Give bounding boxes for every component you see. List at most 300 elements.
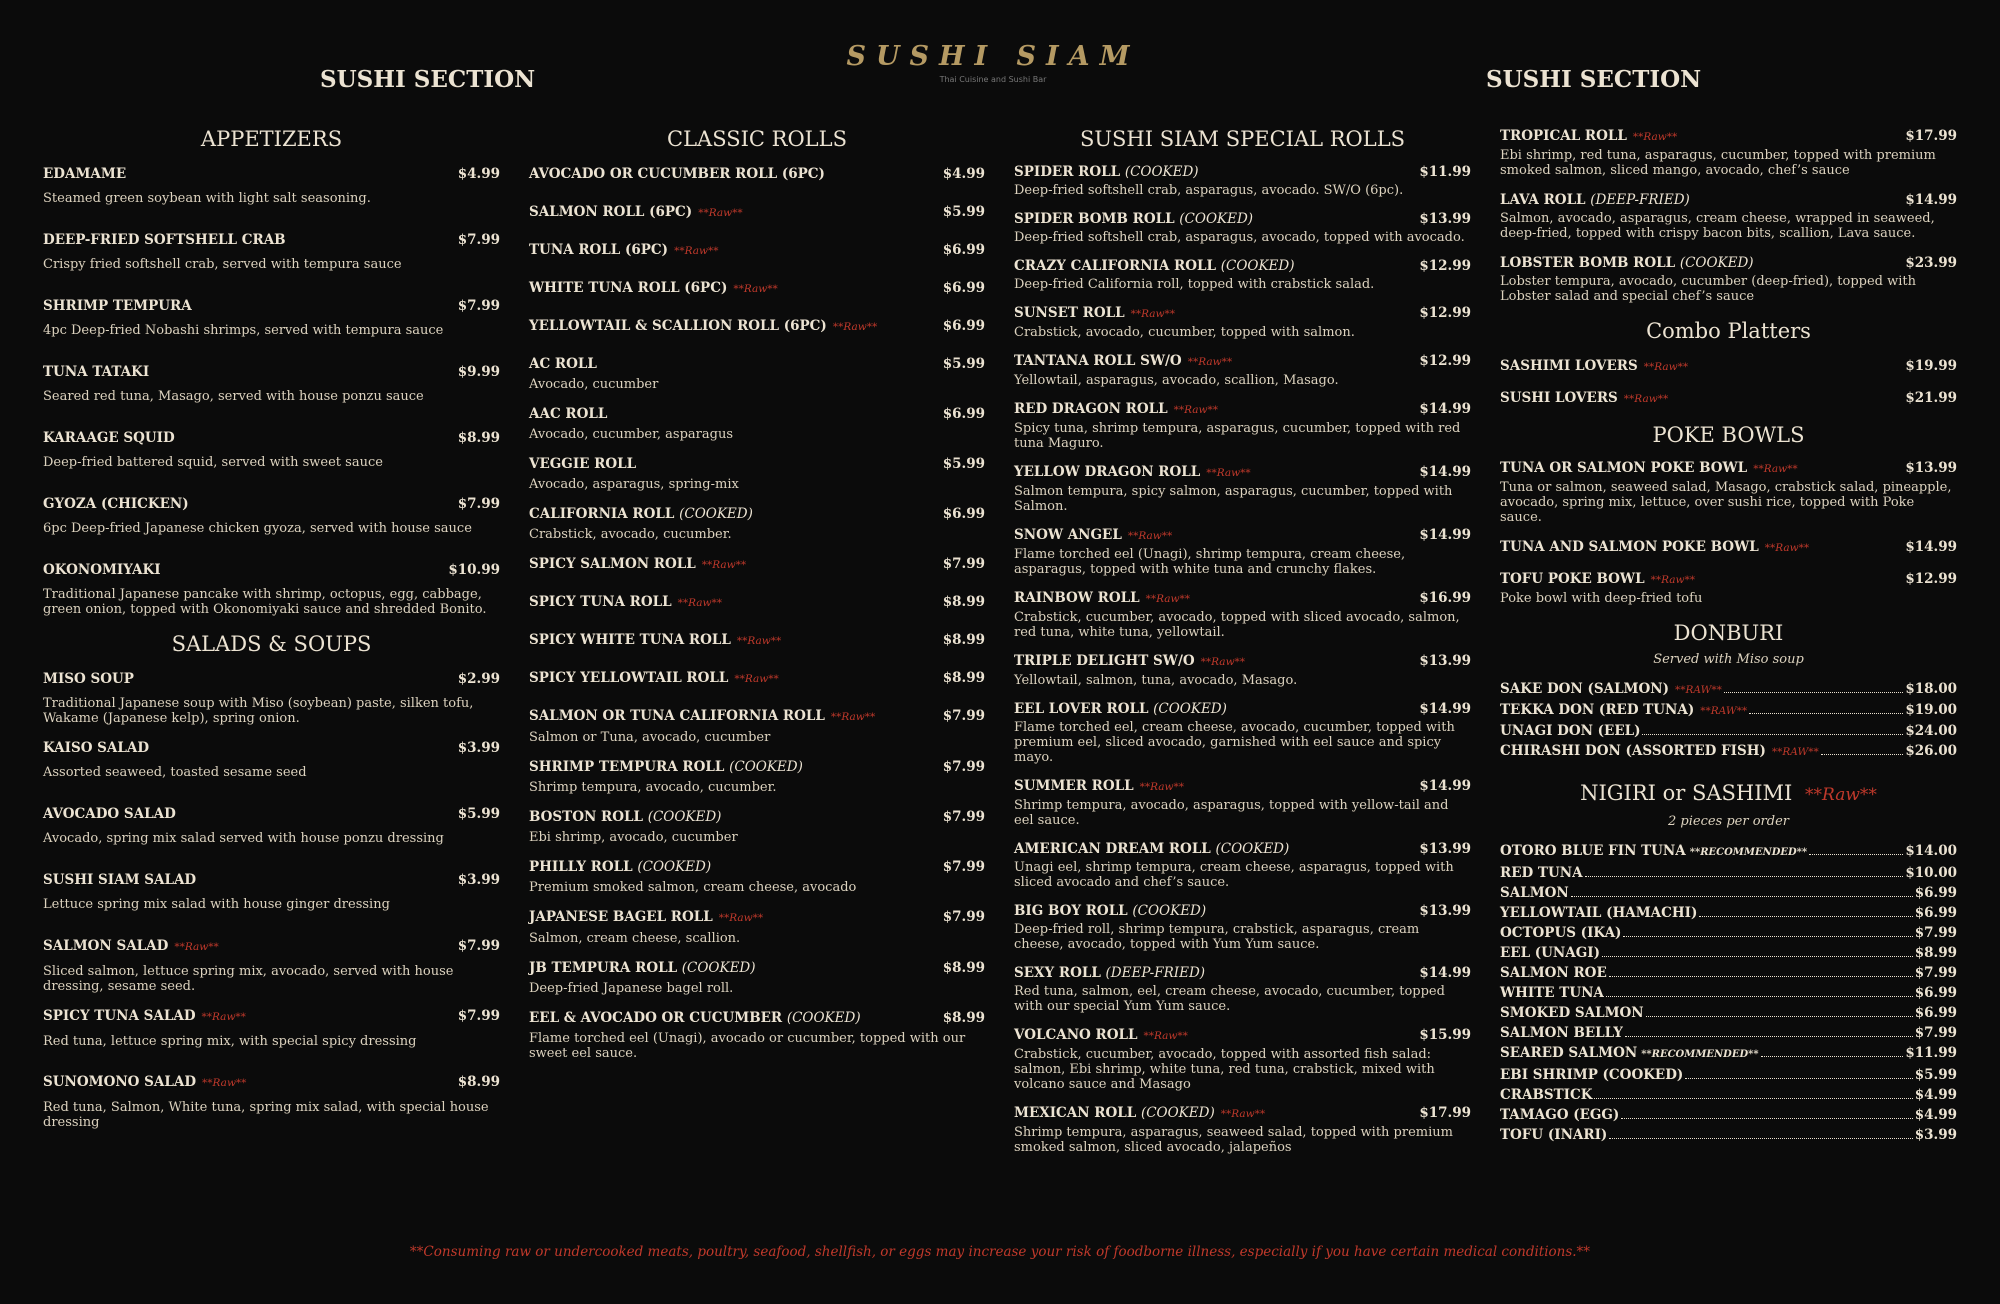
column-specials-combos bbox=[1500, 128, 1957, 1145]
menu-item-description: Red tuna, salmon, eel, cream cheese, avocado, cucumber, topped with our special Yum Yum sauce. bbox=[1014, 984, 1445, 1014]
menu-item-price: $12.99 bbox=[1905, 571, 1957, 587]
menu-item-price: $7.99 bbox=[942, 859, 985, 875]
raw-food-disclaimer: **Consuming raw or undercooked meats, poultry, seafood, shellfish, or eggs may increase your risk of foodborne illness, especially if you have certain medical conditions.** bbox=[409, 1244, 1591, 1260]
menu-item-description: Crabstick, cucumber, avocado, topped with assorted fish salad: salmon, Ebi shrimp, white tuna, red tuna, crabstick, mixed with volcano sauce and Masago bbox=[1014, 1047, 1435, 1092]
menu-item bbox=[529, 204, 985, 228]
menu-item-price: $10.00 bbox=[1905, 865, 1957, 881]
menu-item bbox=[529, 506, 985, 542]
menu-item-title bbox=[529, 632, 781, 650]
menu-item-name: SALMON BELLY bbox=[1500, 1025, 1623, 1041]
menu-item bbox=[43, 364, 500, 416]
menu-item-title bbox=[1500, 460, 1798, 478]
menu-item bbox=[1500, 721, 1957, 741]
dot-leader bbox=[1625, 1036, 1913, 1037]
menu-item bbox=[529, 406, 985, 442]
raw-warning-tag: **Raw** bbox=[733, 283, 778, 295]
category-title: CLASSIC ROLLS bbox=[667, 127, 847, 151]
menu-item-description: Avocado, asparagus, spring-mix bbox=[529, 477, 739, 492]
menu-item-title bbox=[1500, 358, 1688, 376]
dot-leader bbox=[1724, 692, 1903, 693]
menu-item-name: DEEP-FRIED SOFTSHELL CRAB bbox=[43, 232, 286, 248]
menu-item-name: TUNA TATAKI bbox=[43, 364, 150, 380]
brand-logo bbox=[818, 40, 1168, 92]
menu-item bbox=[1500, 1125, 1957, 1145]
menu-item-title bbox=[43, 232, 286, 249]
menu-item-tag: (COOKED) bbox=[1215, 841, 1290, 857]
nigiri-title: NIGIRI or SASHIMI bbox=[1580, 781, 1793, 805]
menu-item-description: Salmon, cream cheese, scallion. bbox=[529, 931, 741, 946]
menu-item-price: $23.99 bbox=[1905, 255, 1957, 271]
menu-item-title bbox=[529, 242, 718, 260]
menu-item bbox=[1014, 903, 1471, 952]
menu-item-tag: (COOKED) bbox=[681, 960, 756, 976]
menu-item bbox=[1014, 841, 1471, 890]
menu-item-name: GYOZA (CHICKEN) bbox=[43, 496, 189, 512]
menu-item-price: $5.99 bbox=[457, 806, 500, 822]
menu-item-tag: (COOKED) bbox=[1132, 903, 1207, 919]
menu-item-price: $24.00 bbox=[1905, 723, 1957, 739]
menu-item bbox=[529, 632, 985, 656]
menu-item-price: $5.99 bbox=[942, 456, 985, 472]
menu-item-description: Avocado, cucumber, asparagus bbox=[529, 427, 734, 442]
menu-item bbox=[529, 960, 985, 996]
menu-item-price: $19.00 bbox=[1905, 702, 1957, 718]
category-title: SUSHI SIAM SPECIAL ROLLS bbox=[1079, 127, 1406, 151]
menu-item-name: AVOCADO OR CUCUMBER ROLL (6PC) bbox=[529, 166, 825, 182]
menu-item-title bbox=[529, 809, 721, 826]
menu-item-description: Shrimp tempura, asparagus, seaweed salad, topped with premium smoked salmon, sliced avocado, jalapeños bbox=[1014, 1125, 1453, 1155]
menu-item bbox=[1500, 700, 1957, 721]
raw-warning-tag: **Raw** bbox=[174, 941, 219, 953]
menu-item bbox=[43, 740, 500, 792]
menu-item-title bbox=[43, 364, 149, 381]
menu-item-price: $4.99 bbox=[1914, 1087, 1957, 1103]
menu-item-name: AMERICAN DREAM ROLL bbox=[1014, 841, 1211, 857]
menu-item bbox=[1500, 539, 1957, 557]
menu-item bbox=[529, 166, 985, 190]
menu-item-name: MEXICAN ROLL bbox=[1014, 1105, 1137, 1121]
menu-item-name: SMOKED SALMON bbox=[1500, 1005, 1644, 1021]
menu-item-description: Ebi shrimp, red tuna, asparagus, cucumber, topped with premium smoked salmon, sliced mango, avocado, chef’s sauce bbox=[1500, 148, 1936, 178]
menu-item-price: $13.99 bbox=[1419, 841, 1471, 857]
menu-item-name: SNOW ANGEL bbox=[1014, 527, 1122, 543]
menu-item-tag: (COOKED) bbox=[647, 809, 722, 825]
menu-item-title bbox=[529, 708, 875, 726]
raw-warning-tag: **Raw** bbox=[734, 673, 779, 685]
menu-item-title bbox=[1014, 258, 1294, 275]
raw-warning-tag: **Raw** bbox=[1187, 356, 1233, 368]
menu-item-name: SPICY YELLOWTAIL ROLL bbox=[529, 670, 729, 686]
menu-item-name: SALMON SALAD bbox=[43, 938, 169, 954]
menu-item-name: SALMON ROE bbox=[1500, 965, 1607, 981]
menu-item-price: $8.99 bbox=[942, 594, 985, 610]
menu-item bbox=[1500, 1065, 1957, 1085]
menu-item-name: CRABSTICK bbox=[1500, 1087, 1593, 1103]
menu-item-name: EEL (UNAGI) bbox=[1500, 945, 1600, 961]
raw-warning-tag: **Raw** bbox=[736, 635, 782, 647]
menu-item-description: Salmon, avocado, asparagus, cream cheese, wrapped in seaweed, deep-fried, topped with crispy bacon bits, scallion, Lava sauce. bbox=[1500, 211, 1935, 241]
menu-item-name: SPICY TUNA ROLL bbox=[529, 594, 672, 610]
menu-item-name: SPICY SALMON ROLL bbox=[529, 556, 696, 572]
menu-item-name: JB TEMPURA ROLL bbox=[529, 960, 678, 976]
menu-item-name: TOFU (INARI) bbox=[1500, 1127, 1608, 1143]
menu-item bbox=[1500, 358, 1957, 376]
menu-item-name: EBI SHRIMP (COOKED) bbox=[1500, 1067, 1684, 1083]
menu-item-name: YELLOWTAIL & SCALLION ROLL (6PC) bbox=[529, 318, 827, 334]
menu-item bbox=[1500, 1105, 1957, 1125]
menu-item-description: Shrimp tempura, avocado, asparagus, topped with yellow-tail and eel sauce. bbox=[1014, 798, 1449, 828]
dot-leader bbox=[1585, 876, 1904, 877]
menu-item-name: TUNA ROLL (6PC) bbox=[529, 242, 669, 258]
menu-item-description: Assorted seaweed, toasted sesame seed bbox=[43, 765, 307, 780]
menu-item-name: TROPICAL ROLL bbox=[1500, 128, 1627, 144]
menu-item-title bbox=[529, 556, 746, 574]
menu-item-price: $12.99 bbox=[1419, 305, 1471, 321]
menu-item-price: $6.99 bbox=[942, 318, 985, 334]
menu-item bbox=[43, 938, 500, 994]
menu-item-price: $13.99 bbox=[1905, 460, 1957, 476]
menu-item-price: $7.99 bbox=[457, 938, 500, 954]
dot-leader bbox=[1606, 996, 1913, 997]
raw-warning-tag: **Raw** bbox=[1632, 131, 1678, 143]
menu-item bbox=[1500, 963, 1957, 983]
menu-item-name: SALMON ROLL (6PC) bbox=[529, 204, 693, 220]
raw-warning-tag: **Raw** bbox=[1200, 656, 1246, 668]
menu-item-price: $7.99 bbox=[457, 232, 500, 248]
brand-name: SUSHI SIAM bbox=[846, 41, 1140, 72]
menu-item bbox=[529, 809, 985, 845]
menu-item-tag: (COOKED) bbox=[1124, 164, 1199, 180]
menu-item bbox=[1014, 701, 1471, 765]
menu-item-price: $3.99 bbox=[457, 740, 500, 756]
menu-item-title bbox=[529, 670, 779, 688]
menu-item-title bbox=[1500, 192, 1690, 209]
menu-item-price: $15.99 bbox=[1419, 1027, 1471, 1043]
menu-item-description: Deep-fried softshell crab, asparagus, avocado. SW/O (6pc). bbox=[1014, 183, 1404, 198]
menu-item-name: LOBSTER BOMB ROLL bbox=[1500, 255, 1676, 271]
menu-item-price: $4.99 bbox=[1914, 1107, 1957, 1123]
menu-item bbox=[1014, 258, 1471, 292]
menu-item bbox=[1500, 903, 1957, 923]
column-special-rolls bbox=[1014, 126, 1471, 1168]
menu-item-name: OCTOPUS (IKA) bbox=[1500, 925, 1622, 941]
raw-warning-tag: **Raw** bbox=[698, 207, 743, 219]
menu-item-name: YELLOWTAIL (HAMACHI) bbox=[1500, 905, 1698, 921]
menu-item-description: Spicy tuna, shrimp tempura, asparagus, cucumber, topped with red tuna Maguro. bbox=[1014, 421, 1461, 451]
menu-item-name: TUNA OR SALMON POKE BOWL bbox=[1500, 460, 1748, 476]
menu-item-price: $7.99 bbox=[1914, 925, 1957, 941]
menu-item-title bbox=[1014, 401, 1218, 419]
menu-item-name: WHITE TUNA bbox=[1500, 985, 1604, 1001]
menu-item-title bbox=[529, 960, 756, 977]
dot-leader bbox=[1642, 734, 1903, 735]
raw-warning-tag: **Raw** bbox=[201, 1011, 246, 1023]
menu-item-price: $8.99 bbox=[457, 1074, 500, 1090]
menu-item-title bbox=[1500, 390, 1668, 408]
menu-item-price: $8.99 bbox=[942, 1010, 985, 1026]
menu-item-description: Seared red tuna, Masago, served with house ponzu sauce bbox=[43, 389, 424, 404]
menu-item-tag: (COOKED) bbox=[679, 506, 753, 522]
menu-item bbox=[1500, 1023, 1957, 1043]
menu-item bbox=[1500, 1085, 1957, 1105]
menu-item-description: Shrimp tempura, avocado, cucumber. bbox=[529, 780, 777, 795]
raw-warning-tag: **RAW** bbox=[1771, 746, 1819, 758]
menu-item-price: $17.99 bbox=[1419, 1105, 1471, 1121]
menu-item-description: Red tuna, lettuce spring mix, with special spicy dressing bbox=[43, 1034, 417, 1049]
menu-item bbox=[1500, 1043, 1957, 1065]
menu-item-name: SHRIMP TEMPURA bbox=[43, 298, 192, 314]
menu-item-description: Flame torched eel (Unagi), avocado or cucumber, topped with our sweet eel sauce. bbox=[529, 1031, 966, 1061]
menu-item bbox=[1014, 305, 1471, 340]
menu-item-description: Avocado, spring mix salad served with house ponzu dressing bbox=[43, 831, 444, 846]
menu-item-title bbox=[1014, 590, 1190, 608]
menu-item-name: AAC ROLL bbox=[529, 406, 608, 422]
menu-item-name: UNAGI DON (EEL) bbox=[1500, 723, 1641, 739]
menu-item-title bbox=[1500, 539, 1809, 557]
menu-item-price: $7.99 bbox=[942, 759, 985, 775]
menu-item-title bbox=[43, 562, 161, 579]
menu-item-name: CHIRASHI DON (ASSORTED FISH) bbox=[1500, 743, 1766, 759]
menu-item-title bbox=[1014, 1027, 1188, 1045]
menu-item-title bbox=[529, 1010, 861, 1027]
menu-item-tag: (COOKED) bbox=[1140, 1105, 1215, 1121]
menu-item bbox=[43, 1074, 500, 1130]
menu-item bbox=[1500, 923, 1957, 943]
menu-item-name: OTORO BLUE FIN TUNA bbox=[1500, 843, 1686, 859]
menu-item-name: SUSHI LOVERS bbox=[1500, 390, 1618, 406]
raw-warning-tag: **RAW** bbox=[1675, 684, 1722, 696]
menu-item-tag: (COOKED) bbox=[786, 1010, 861, 1026]
menu-item-name: SASHIMI LOVERS bbox=[1500, 358, 1638, 374]
menu-item-title bbox=[43, 298, 192, 315]
menu-item bbox=[1014, 1027, 1471, 1092]
menu-item-name: SPIDER BOMB ROLL bbox=[1014, 211, 1175, 227]
menu-item-title bbox=[1014, 903, 1206, 920]
menu-item-name: RED TUNA bbox=[1500, 865, 1583, 881]
menu-item-name: CALIFORNIA ROLL bbox=[529, 506, 675, 522]
menu-item-price: $18.00 bbox=[1905, 681, 1957, 697]
menu-item-name: TOFU POKE BOWL bbox=[1500, 571, 1645, 587]
menu-item bbox=[529, 556, 985, 580]
raw-warning-tag: **Raw** bbox=[1643, 361, 1689, 373]
brand-tagline: Thai Cuisine and Sushi Bar bbox=[939, 75, 1047, 84]
menu-item-price: $7.99 bbox=[942, 809, 985, 825]
menu-item-name: TAMAGO (EGG) bbox=[1500, 1107, 1620, 1123]
menu-item-description: Red tuna, Salmon, White tuna, spring mix salad, with special house dressing bbox=[43, 1100, 489, 1130]
menu-item bbox=[1500, 571, 1957, 606]
menu-item bbox=[1014, 464, 1471, 514]
menu-item-title bbox=[43, 740, 149, 757]
menu-item-description: Salmon tempura, spicy salmon, asparagus, cucumber, topped with Salmon. bbox=[1014, 484, 1453, 514]
menu-item-price: $6.99 bbox=[1914, 985, 1957, 1001]
menu-item-title bbox=[529, 909, 763, 927]
menu-item-price: $16.99 bbox=[1419, 590, 1471, 606]
menu-item bbox=[1500, 192, 1957, 241]
menu-item bbox=[1014, 164, 1471, 198]
menu-item-price: $14.99 bbox=[1419, 527, 1471, 543]
nigiri-raw-tag: **Raw** bbox=[1805, 785, 1877, 805]
menu-item-price: $6.99 bbox=[942, 506, 985, 522]
menu-item-name: SUNSET ROLL bbox=[1014, 305, 1125, 321]
menu-item-price: $6.99 bbox=[942, 242, 985, 258]
menu-item-tag: (DEEP-FRIED) bbox=[1105, 965, 1206, 981]
menu-item-name: TEKKA DON (RED TUNA) bbox=[1500, 702, 1695, 718]
menu-item-title bbox=[1014, 211, 1253, 228]
menu-item-title bbox=[43, 166, 126, 183]
dot-leader bbox=[1621, 1118, 1912, 1119]
menu-item-price: $7.99 bbox=[457, 1008, 500, 1024]
menu-item bbox=[1014, 778, 1471, 828]
menu-item bbox=[529, 456, 985, 492]
menu-item-name: BOSTON ROLL bbox=[529, 809, 643, 825]
menu-item-price: $7.99 bbox=[942, 909, 985, 925]
menu-item-name: EEL LOVER ROLL bbox=[1014, 701, 1149, 717]
menu-item-name: SHRIMP TEMPURA ROLL bbox=[529, 759, 725, 775]
menu-item-name: SEXY ROLL bbox=[1014, 965, 1101, 981]
menu-item-price: $6.99 bbox=[1914, 1005, 1957, 1021]
menu-item-description: Traditional Japanese pancake with shrimp, octopus, egg, cabbage, green onion, topped with Okonomiyaki sauce and shredded Bonito. bbox=[43, 587, 487, 617]
menu-item bbox=[529, 280, 985, 304]
menu-item bbox=[1500, 883, 1957, 903]
menu-item-tag: (COOKED) bbox=[637, 859, 712, 875]
menu-item-description: Tuna or salmon, seaweed salad, Masago, crabstick salad, pineapple, avocado, spring mix, lettuce, over sushi rice, topped with Poke sauce. bbox=[1500, 480, 1952, 525]
menu-item-title bbox=[43, 671, 134, 688]
menu-item-description: Poke bowl with deep-fried tofu bbox=[1500, 591, 1703, 606]
menu-item-price: $21.99 bbox=[1905, 390, 1957, 406]
menu-item-name: SPICY WHITE TUNA ROLL bbox=[529, 632, 731, 648]
menu-item bbox=[529, 909, 985, 946]
menu-item-price: $7.99 bbox=[942, 556, 985, 572]
menu-item-description: Crabstick, avocado, cucumber. bbox=[529, 527, 732, 542]
menu-item bbox=[1500, 741, 1957, 762]
column-classic-rolls bbox=[529, 126, 985, 1075]
menu-item-title bbox=[529, 506, 753, 523]
menu-item-description: Deep-fried California roll, topped with crabstick salad. bbox=[1014, 277, 1375, 292]
menu-item-title bbox=[43, 430, 175, 447]
menu-item-price: $19.99 bbox=[1905, 358, 1957, 374]
dot-leader bbox=[1749, 713, 1903, 714]
menu-item-description: Yellowtail, asparagus, avocado, scallion, Masago. bbox=[1014, 373, 1339, 388]
menu-item-title bbox=[529, 356, 597, 373]
raw-warning-tag: **Raw** bbox=[1173, 404, 1219, 416]
menu-item bbox=[529, 759, 985, 795]
menu-item-price: $7.99 bbox=[457, 298, 500, 314]
menu-item-title bbox=[43, 806, 176, 823]
menu-item-description: Unagi eel, shrimp tempura, cream cheese, asparagus, topped with sliced avocado and chef’s sauce. bbox=[1014, 860, 1454, 890]
menu-item-price: $5.99 bbox=[1914, 1067, 1957, 1083]
menu-item bbox=[43, 806, 500, 858]
menu-item-price: $26.00 bbox=[1905, 743, 1957, 759]
menu-item bbox=[1500, 460, 1957, 525]
menu-item bbox=[1500, 679, 1957, 700]
menu-item bbox=[1500, 1003, 1957, 1023]
menu-item bbox=[529, 242, 985, 266]
menu-item-price: $6.99 bbox=[942, 406, 985, 422]
menu-item-price: $6.99 bbox=[942, 280, 985, 296]
menu-item-description: 4pc Deep-fried Nobashi shrimps, served with tempura sauce bbox=[43, 323, 444, 338]
menu-item-description: Lobster tempura, avocado, cucumber (deep-fried), topped with Lobster salad and special chef’s sauce bbox=[1500, 274, 1916, 304]
menu-item bbox=[43, 298, 500, 350]
category-title: Combo Platters bbox=[1646, 319, 1811, 343]
menu-item-title bbox=[529, 280, 778, 298]
dot-leader bbox=[1699, 916, 1912, 917]
menu-item-price: $14.00 bbox=[1905, 843, 1957, 859]
menu-item-tag: (COOKED) bbox=[1153, 701, 1227, 717]
menu-item bbox=[43, 562, 500, 617]
menu-item-title bbox=[1014, 965, 1205, 982]
menu-item-title bbox=[1014, 778, 1184, 796]
menu-item-title bbox=[1014, 164, 1199, 181]
menu-item bbox=[1014, 1105, 1471, 1155]
raw-warning-tag: **Raw** bbox=[1650, 574, 1695, 586]
menu-item-price: $14.99 bbox=[1419, 778, 1471, 794]
menu-item bbox=[1014, 527, 1471, 577]
raw-warning-tag: **Raw** bbox=[701, 559, 747, 571]
menu-item-title bbox=[1500, 255, 1754, 272]
menu-item bbox=[1014, 965, 1471, 1014]
menu-item bbox=[1014, 590, 1471, 640]
recommended-tag: **RECOMMENDED** bbox=[1641, 1049, 1759, 1060]
menu-item bbox=[529, 356, 985, 392]
menu-item bbox=[1500, 983, 1957, 1003]
recommended-tag: **RECOMMENDED** bbox=[1689, 847, 1808, 858]
menu-item-price: $7.99 bbox=[1914, 1025, 1957, 1041]
menu-item-price: $8.99 bbox=[942, 632, 985, 648]
raw-warning-tag: **Raw** bbox=[1143, 1030, 1188, 1042]
menu-item-title bbox=[529, 166, 825, 183]
menu-item-name: MISO SOUP bbox=[43, 671, 134, 687]
menu-item bbox=[529, 708, 985, 745]
menu-item-tag: (COOKED) bbox=[1220, 258, 1295, 274]
menu-item bbox=[43, 496, 500, 548]
menu-item-description: Sliced salmon, lettuce spring mix, avocado, served with house dressing, sesame seed. bbox=[43, 964, 454, 994]
raw-warning-tag: **Raw** bbox=[1623, 393, 1669, 405]
menu-item-description: Flame torched eel (Unagi), shrimp tempura, cream cheese, asparagus, topped with white tuna and crunchy flakes. bbox=[1014, 547, 1406, 577]
menu-item-name: SUSHI SIAM SALAD bbox=[43, 872, 197, 888]
menu-item-name: VOLCANO ROLL bbox=[1014, 1027, 1138, 1043]
dot-leader bbox=[1594, 1098, 1912, 1099]
menu-item-title bbox=[43, 872, 196, 889]
menu-item-description: Crabstick, avocado, cucumber, topped with salmon. bbox=[1014, 325, 1355, 340]
menu-item-price: $5.99 bbox=[942, 356, 985, 372]
raw-warning-tag: **Raw** bbox=[1145, 593, 1190, 605]
menu-item-title bbox=[529, 759, 803, 776]
menu-item-price: $11.99 bbox=[1905, 1045, 1957, 1061]
menu-item-price: $6.99 bbox=[1914, 885, 1957, 901]
menu-item-title bbox=[1014, 701, 1227, 718]
menu-item-price: $4.99 bbox=[942, 166, 985, 182]
menu-item-name: KARAAGE SQUID bbox=[43, 430, 175, 446]
category-title: APPETIZERS bbox=[200, 127, 343, 151]
menu-item bbox=[1500, 255, 1957, 304]
menu-item bbox=[1500, 390, 1957, 408]
menu-item-price: $17.99 bbox=[1905, 128, 1957, 144]
menu-item-name: JAPANESE BAGEL ROLL bbox=[529, 909, 713, 925]
menu-item bbox=[1500, 841, 1957, 863]
menu-item-tag: (COOKED) bbox=[1679, 255, 1754, 271]
menu-item bbox=[1500, 128, 1957, 178]
menu-item-name: BIG BOY ROLL bbox=[1014, 903, 1128, 919]
menu-item-title bbox=[1014, 1105, 1265, 1123]
category-title: POKE BOWLS bbox=[1652, 423, 1805, 447]
menu-item-name: SAKE DON (SALMON) bbox=[1500, 681, 1669, 697]
menu-item-price: $3.99 bbox=[1914, 1127, 1957, 1143]
dot-leader bbox=[1609, 1138, 1912, 1139]
menu-item bbox=[529, 318, 985, 342]
menu-item-price: $3.99 bbox=[457, 872, 500, 888]
menu-item-name: SALMON OR TUNA CALIFORNIA ROLL bbox=[529, 708, 825, 724]
menu-item-price: $12.99 bbox=[1419, 258, 1471, 274]
